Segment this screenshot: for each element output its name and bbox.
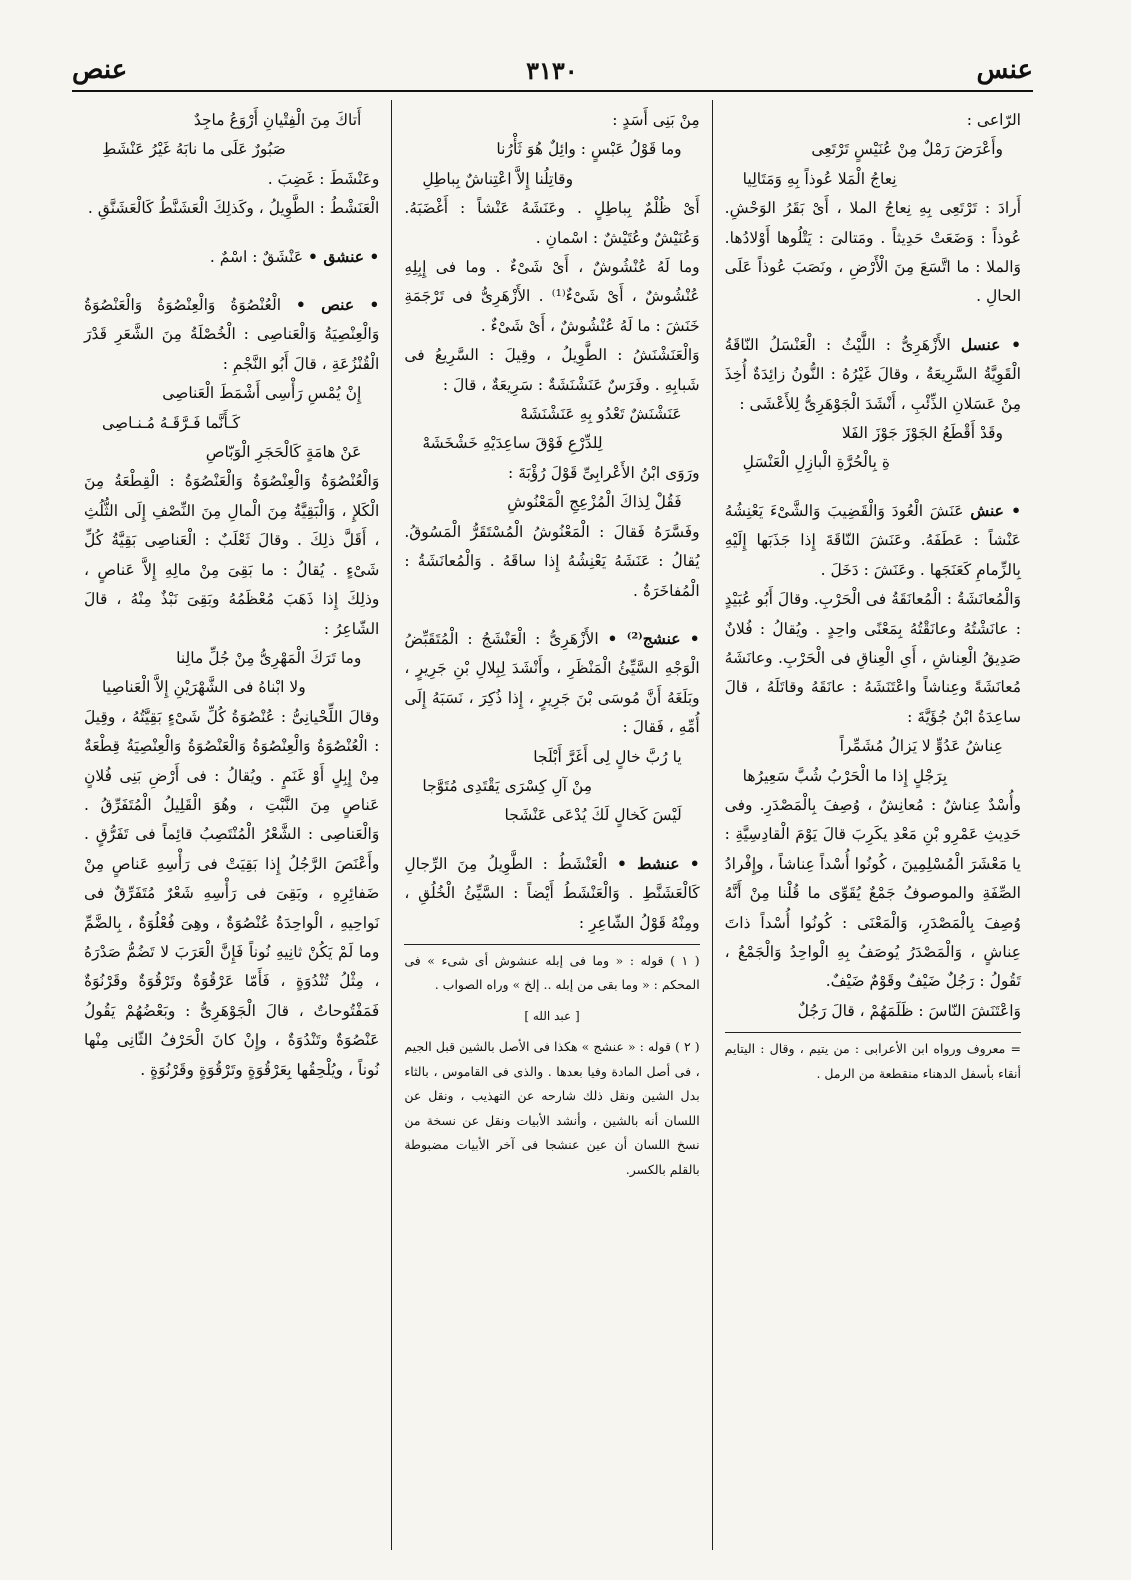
verse-line: وقاتِلُنا إِلاَّ اعْتِناشٌ بِباطِلِ: [422, 169, 574, 188]
verse-line: عَنْ هامَةٍ كَالْحَجَرِ الْوَبّاصِ: [205, 443, 362, 462]
footnote-rule: [404, 944, 699, 945]
paragraph: وَالْمُعانَشَةُ : الْمُعانَقَةُ فى الْحَرْبِ. وقالَ أَبُو عُبَيْدٍ : عانَشْتُهُ وعانَقْتُهُ بِمَعْنًى واحِدٍ . ويُقالُ : فُلانٌ صَدِيقُ الْعِناشِ ، أَىِ الْعِناقِ فى الْحَرْبِ. وعانَشَهُ مُعانَشَةً وعِناشاً واعْتَنَشَهُ : عانَقَهُ وقاتَلَهُ ، قالَ ساعِدَةُ ابْنُ جُؤَيَّةَ :: [724, 590, 1021, 726]
dictionary-entry: [84, 242, 379, 272]
entry-headword: • عنشق •: [308, 246, 380, 266]
paragraph: وأُسْدٌ عِناشٌ : مُعانِشٌ ، وُصِفَ بِالْمَصْدَرِ. وفى حَدِيثِ عَمْرِو بْنِ مَعْدِ يكَرِبَ قالَ يَوْمَ الْقادِسِيَّةِ : يا مَعْشَرَ الْمُسْلِمِينَ ، كُونُوا أُسْداً عِناشاً ، وإِفْرادُ الصِّفَةِ والموصوفُ جَمْعٌ يُقَوِّى ما قُلْنا مِنْ أَنَّهُ وُصِفَ بِالْمَصْدَرِ، وَالْمَعْنَى : كُونُوا أُسْداً ذاتَ عِناشٍ ، وَالْمَصْدَرُ يُوصَفُ بِهِ الْواحِدُ وَالْجَمْعُ ، تَقُولُ : رَجُلٌ ضَيْفٌ وقَوْمٌ ضَيْفٌ.: [724, 795, 1021, 991]
header-rule: [72, 90, 1033, 92]
verse-line: يا رُبَّ خالٍ لِى أَغَرَّ أَبْلَجا: [533, 747, 682, 766]
verse-line: لَيْسَ كَخالٍ لَكَ يُدْعَى عَنْشَجا: [504, 806, 682, 825]
verse-line: وقَدْ أَقْطَعُ الجَوْزَ جَوْزَ الفَلا: [841, 424, 1003, 443]
dictionary-entry: [84, 290, 379, 379]
header-right-word: عنس: [976, 55, 1033, 85]
entry-headword: • عنش: [970, 500, 1021, 520]
dictionary-entry: [404, 849, 699, 938]
dictionary-entry: [404, 624, 699, 743]
column-middle: [392, 100, 712, 1550]
dictionary-entry: [725, 330, 1021, 419]
entry-headword: • عنسل: [960, 334, 1021, 354]
spacer: [404, 606, 699, 624]
footnote: = معروف ورواه ابن الأعرابى : من يتيم ، وقال : اليتايم أنقاء بأسفل الدهناء منقطعة من الرمل .: [724, 1041, 1021, 1081]
paragraph: أَىْ ظُلْمٌ بِباطِلٍ . وعَنَشَهُ عَنْشاً : أَغْضَبَهُ. وَعُنَيْشٌ وعُتَيْشٌ : اسْمانِ .: [404, 199, 700, 247]
entry-text: الْعُنْصُوَةُ وَالْعِنْصُوَةُ وَالْعَنْصُوَةُ وَالْعِنْصِيَةُ وَالْعَناصِى : الْخُصْلَةُ مِنَ الشَّعَرِ قَدْرَ الْقُنْزُعَةِ ، قالَ أَبُو النَّجْمِ :: [84, 296, 380, 373]
verse-line: عِناشُ عَدُوٍّ لا يَزالُ مُشَمِّراً: [839, 737, 1003, 756]
paragraph: وفَسَّرَهُ فَقالَ : الْمَعْنُوشُ الْمُسْتَقَرُّ الْمَسُوقُ. يُقالُ : عَنَشَهُ يَعْنِشُهُ إِذا ساقَهُ . وَالْمُعانَشَةُ : الْمُفاخَرَةُ .: [404, 522, 700, 600]
verse-line: ولا ابْناهُ فى الشَّهْرَيْنِ إِلاَّ الْعَناصِيا: [102, 678, 306, 697]
dictionary-entry: [725, 496, 1021, 585]
entry-text: الْعَنْشَطُ : الطَّوِيلُ مِنَ الرِّجالِ كَالْعَشَنَّطِ . وَالْعَنْشَطُ أَيْضاً : السَّيِّئُ الْخُلُقِ ، ومِنْهُ قَوْلُ الشّاعِرِ :: [404, 854, 700, 932]
entry-headword: • عنشج⁽²⁾ •: [607, 628, 700, 648]
paragraph: وَاعْتَنَشَ النّاسَ : ظَلَمَهُمْ ، قالَ رَجُلٌ: [797, 1001, 1021, 1020]
verse-line: عَنَشْنَشٌ تَعْدُو بِهِ عَنَشْنَشَهْ: [520, 405, 682, 424]
verse-line: نِعاجُ الْمَلا عُوذاً بِهِ وَمَتَالِيا: [742, 169, 897, 188]
footnote-signature: [ عبد الله ]: [524, 1008, 580, 1023]
column-right: [713, 100, 1033, 1550]
paragraph: وقالَ اللِّحْيانِىُّ : عُنْصُوَةُ كُلِّ شَىْءٍ بَقِيَّتُهُ ، وقِيلَ : الْعُنْصُوَةُ وَالْعِنْصُوَةُ وَالْعَنْصُوَةُ وَالْعِنْصِيَةُ قِطْعَةٌ مِنْ إِبِلٍ أَوْ غَنَمٍ . ويُقالُ : فى أَرْضِ بَنِى فُلانٍ عَناصٍ مِنَ النَّبْتِ ، وهُوَ الْقَلِيلُ الْمُتَفَرِّقُ . وَالْعَناصِى : الشَّعْرُ الْمُنْتَصِبُ قائِماً فى تَفَرُّقٍ . وأَعْنَصَ الرَّجُلُ إِذا بَقِيَتْ فى رَأْسِهِ عَناصٍ مِنْ ضَفائِرِهِ ، وبَقِىَ فى رَأْسِهِ شَعْرٌ مُتَفَرِّقٌ فى نَواحِيهِ ، الْواحِدَةُ عُنْصُوَةٌ ، وهِىَ فُعْلُوَةٌ ، بِالضَّمِّ وما لَمْ يَكُنْ ثانِيهِ نُوناً فَإِنَّ الْعَرَبَ لا تَضُمُّ صَدْرَهُ ، مِثْلُ تُنْدُوَةٍ ، فَأَمّا عَرْقُوَةٌ وتَرْقُوَةٌ وقَرْنُوَةٌ فَمَفْتُوحاتٌ ، قالَ الْجَوْهَرِىُّ : وبَعْضُهُمْ يَقُولُ عَنْصُوَةٌ وتَنْدُوَةٌ ، وإِنْ كانَ الْحَرْفُ الثّانِى مِنْها نُوناً ، ويُلْحِقُها بِعَرْقُوَةٍ وتَرْقُوَةٍ وقَرْنُوَةٍ .: [84, 707, 380, 1079]
verse-line: لِلدِّرْعِ فَوْقَ ساعِدَيْهِ خَشْخَشَهْ: [422, 434, 603, 453]
verse-line: فَقُلْ لِذاكَ الْمُزْعِجِ الْمَعْنُوشِ: [507, 493, 682, 512]
paragraph: وَالْعَنَشْنَشُ : الطَّوِيلُ ، وقِيلَ : السَّرِيعُ فى شَبابِهِ . وفَرَسٌ عَنَشْنَشَةٌ : سَرِيعَةٌ ، قالَ :: [404, 346, 700, 394]
footnote: ( ٢ ) قوله : « عنشج » هكذا فى الأصل بالشين قبل الجيم ، فى أصل المادة وفيا بعدها . والذى فى القاموس ، بالثاء بدل الشين ونقل ذلك شارحه عن التهذيب ، ونقل عن اللسان أنه بالشين ، وأنشد الأبيات ونقل عن نسخة من نسخ اللسان أن عين عنشجا فى آخر الأبيات مضبوطة بالقلم بالكسر.: [404, 1039, 700, 1177]
verse-line: ةِ بِالْحُرَّةِ الْبازِلِ الْعَنْسَلِ: [742, 453, 890, 472]
verse-line: كَـأَنَّما فَـرَّقَـهُ مُـنـاصِى: [102, 413, 241, 432]
entry-headword: • عنص •: [295, 295, 380, 315]
footnote-rule: [725, 1032, 1021, 1033]
footnote: ( ١ ) قوله : « وما فى إبله عنشوش أى شىء » فى المحكم : « وما بقى من إبله .. إلخ » وراه الصواب .: [404, 952, 700, 993]
spacer: [725, 312, 1021, 330]
paragraph: وعَنْشَطَ : غَضِبَ .: [267, 169, 380, 188]
verse-line: وأَعْرَضَ رَمْلٌ مِنْ عُنَيْسٍ تَرْتَعِى: [811, 140, 1003, 159]
entry-headword: • عنشط •: [616, 853, 700, 873]
entry-text: الأَزْهَرِىُّ : اللَّيْثُ : الْعَنْسَلُ النّاقَةُ الْقَوِيَّةُ السَّرِيعَةُ ، وقالَ غَيْرُهُ : النُّونُ زائِدَةٌ أُخِذَ مِنْ عَسَلانِ الذِّئْبِ ، أَنْشَدَ الْجَوْهَرِىُّ لِلأَعْشَى :: [724, 335, 1021, 413]
spacer: [84, 224, 379, 242]
spacer: [84, 272, 379, 290]
column-left: [72, 100, 392, 1550]
verse-line: إِنْ يُمْسِ رَأْسِى أَشْمَطَ الْعَناصِى: [162, 384, 362, 403]
paragraph: وما لَهُ عُنْشُوشٌ ، أَىْ شَىْءٌ . وما فى إِبِلِهِ عُنْشُوشٌ ، أَىْ شَىْءٌ⁽¹⁾ . الأَزْهَرِىُّ فى تَرْجَمَةِ خَنَشَ : ما لَهُ عُنْشُوشٌ ، أَىْ شَىْءٌ .: [404, 258, 700, 335]
spacer: [404, 831, 699, 849]
spacer: [725, 478, 1021, 496]
page-header: [72, 50, 1033, 90]
entry-text: عَنْشَقٌ : اسْمٌ .: [209, 247, 309, 266]
entry-text: الأَزْهَرِىُّ : الْعَنْشَجُ : الْمُتَقَبِّضُ الْوَجْهِ السَّيِّئُ الْمَنْظَرِ ، وأَنْشَدَ لِبِلالِ بْنِ جَرِيرٍ ، وبَلَغَهُ أَنَّ مُوسَى بْنَ جَرِيرٍ ، إِذا ذُكِرَ ، نَسَبَهُ إِلَى أُمِّهِ ، فَقالَ :: [404, 629, 700, 737]
paragraph: مِنْ بَنِى أَسَدٍ :: [612, 111, 700, 129]
verse-line: وما قَوْلُ عَبْسٍ : وائِلٌ هُوَ ثَأْرُنا: [496, 140, 682, 159]
page-number: ٣١٣٠: [526, 55, 578, 85]
paragraph: الْعَنَشْطُ : الطَّوِيلُ ، وكَذلِكَ الْعَشَنَّطُ كَالْعَشَنَّقِ .: [87, 199, 380, 218]
verse-line: أَتاكَ مِنَ الْفِتْيانِ أَرْوَعُ ماجِدٌ: [193, 111, 362, 129]
verse-line: بِرَجْلٍ إِذا ما الْحَرْبُ شُبَّ سَعِيرُها: [742, 766, 948, 785]
paragraph: الرّاعى :: [966, 111, 1021, 129]
paragraph: ورَوَى ابْنُ الأَعْرابِىِّ قَوْلَ رُؤْبَةَ :: [508, 463, 700, 482]
paragraph: وَالْعُنْصُوَةُ وَالْعِنْصُوَةُ وَالْعَنْصُوَةُ : الْقِطْعَةُ مِنَ الْكَلإِ ، وَالْبَقِيَّةُ مِنَ الْمالِ مِنَ النِّصْفِ إِلَى الثُّلُثِ ، أَقَلَّ ذلِكَ . وقالَ ثَعْلَبٌ : الْعَناصِى بَقِيَّةُ كُلِّ شَىْءٍ . يُقالُ : ما بَقِىَ مِنْ مالِهِ إِلاَّ عَناصٍ ، وذلِكَ إِذا ذَهَبَ مُعْظَمُهُ وبَقِىَ نَبْذٌ مِنْهُ ، قالَ الشّاعِرُ :: [84, 472, 380, 638]
entry-text: عَنَشَ الْعُودَ وَالْقَضِيبَ وَالشَّىْءَ يَعْنِشُهُ عَنْشاً : عَطَفَهُ. وعَنَشَ النّاقَةَ إِذا جَذَبَها إِلَيْهِ بِالزِّمامِ كَعَنَجَها . وعَنَشَ : دَخَلَ .: [724, 501, 1021, 579]
verse-line: وما تَرَكَ الْمَهْرِىُّ مِنْ جُلِّ مالِنا: [176, 648, 362, 667]
header-left-word: عنص: [72, 55, 128, 85]
verse-line: مِنْ آلِ كِسْرَى يَقْتَدِى مُتَوَّجا: [422, 776, 593, 795]
paragraph: أَرادَ : تَرْتَعِى بِهِ نِعاجُ الملا ، أَىْ بَقَرُ الوَحْشِ. عُوذاً : وَضَعَتْ حَدِيثاً . ومَتالىَ : يَتْلُوها أَوْلادُها. وَالملا : ما اتَّسَعَ مِنَ الْأَرْضِ ، ونَصَبَ عُوذاً عَلَى الحالِ .: [724, 199, 1021, 306]
verse-line: صَبُورٌ عَلَى ما نابَهُ غَيْرُ عَنْشَطِ: [102, 140, 286, 159]
columns: [72, 100, 1033, 1550]
